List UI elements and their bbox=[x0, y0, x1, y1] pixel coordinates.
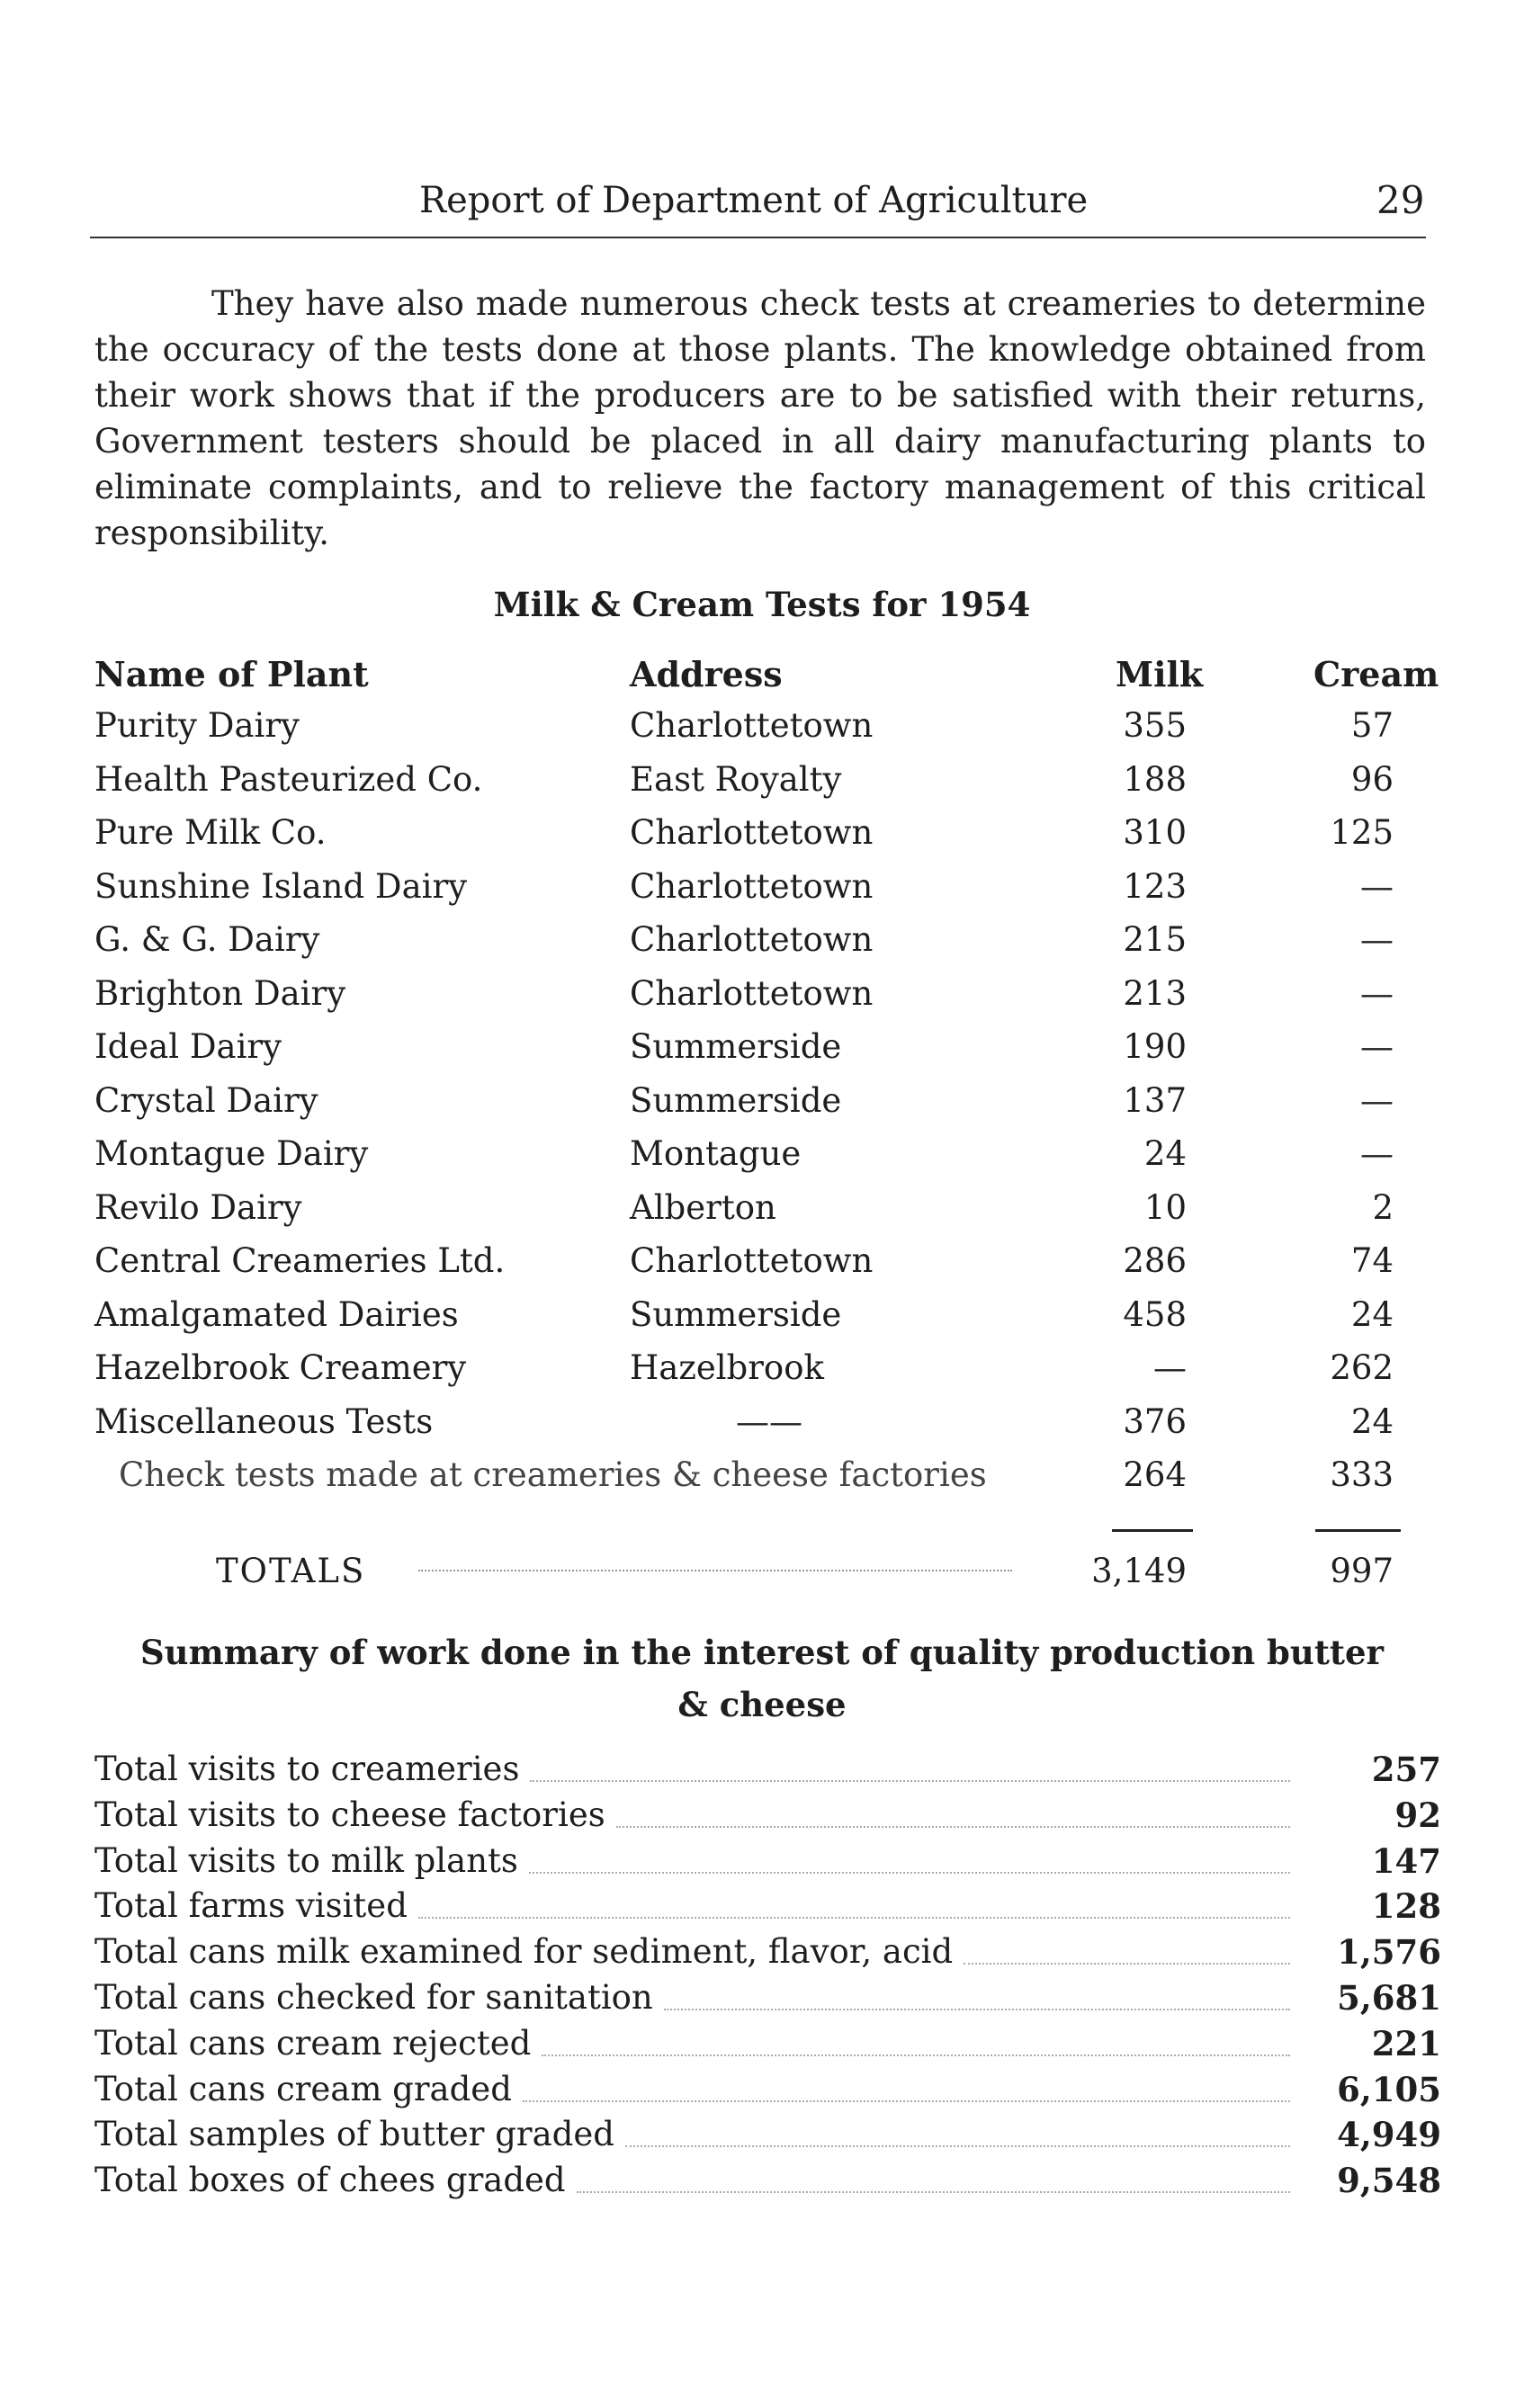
table-row bbox=[0, 1348, 1524, 1402]
plant-name: Ideal Dairy bbox=[94, 1027, 282, 1066]
list-item bbox=[94, 2070, 1441, 2116]
plant-name: Check tests made at creameries & cheese factories bbox=[119, 1455, 987, 1494]
milk-count: 10 bbox=[1143, 1187, 1187, 1227]
plant-name: Health Pasteurized Co. bbox=[94, 759, 483, 799]
plant-name: Revilo Dairy bbox=[94, 1187, 302, 1227]
list-item bbox=[94, 1841, 1441, 1887]
cream-count: 24 bbox=[1350, 1401, 1394, 1441]
milk-count: 264 bbox=[1123, 1455, 1187, 1494]
plant-address: Summerside bbox=[630, 1080, 842, 1120]
summary-item-label: Total visits to milk plants bbox=[94, 1840, 518, 1880]
summary-item-label: Total cans cream graded bbox=[94, 2069, 512, 2108]
leader-dots bbox=[529, 1872, 1290, 1874]
cream-count: 57 bbox=[1350, 706, 1394, 745]
totals-label: TOTALS bbox=[216, 1552, 366, 1590]
cream-count: — bbox=[1360, 1134, 1394, 1173]
tests-table-body bbox=[0, 706, 1524, 1509]
summary-title-line-1: Summary of work done in the interest of quality production butter bbox=[139, 1633, 1385, 1672]
plant-address: Montague bbox=[630, 1134, 802, 1173]
milk-count: 123 bbox=[1123, 866, 1187, 906]
plant-name: Pure Milk Co. bbox=[94, 813, 327, 852]
cream-count: 262 bbox=[1330, 1348, 1394, 1387]
summary-item-value: 5,681 bbox=[1337, 1977, 1441, 2018]
column-header-cream: Cream bbox=[1313, 654, 1439, 694]
summary-item-label: Total boxes of chees graded bbox=[94, 2161, 566, 2200]
plant-address: Alberton bbox=[630, 1187, 776, 1227]
cream-count: 96 bbox=[1350, 759, 1394, 799]
summary-item-label: Total cans cream rejected bbox=[94, 2023, 532, 2063]
leader-dots bbox=[577, 2191, 1290, 2193]
summary-list bbox=[94, 1750, 1441, 2207]
plant-address: Charlottetown bbox=[630, 1241, 874, 1280]
summary-item-value: 9,548 bbox=[1337, 2161, 1441, 2201]
leader-dots bbox=[418, 1917, 1290, 1919]
plant-address: Hazelbrook bbox=[630, 1348, 824, 1387]
cream-count: — bbox=[1360, 866, 1394, 906]
milk-count: 458 bbox=[1123, 1294, 1187, 1334]
cream-count: — bbox=[1360, 920, 1394, 959]
leader-dots bbox=[964, 1963, 1290, 1965]
plant-address: East Royalty bbox=[630, 759, 842, 799]
plant-name: Hazelbrook Creamery bbox=[94, 1348, 467, 1387]
plant-name: Crystal Dairy bbox=[94, 1080, 318, 1120]
table-row bbox=[0, 1134, 1524, 1188]
list-item bbox=[94, 2115, 1441, 2161]
cream-sum-rule bbox=[1315, 1529, 1401, 1532]
summary-item-value: 257 bbox=[1371, 1750, 1441, 1789]
leader-dots bbox=[523, 2100, 1290, 2102]
table-row bbox=[0, 974, 1524, 1028]
plant-address: Charlottetown bbox=[630, 866, 874, 906]
cream-count: 333 bbox=[1330, 1455, 1394, 1494]
plant-name: Amalgamated Dairies bbox=[94, 1294, 459, 1334]
plant-name: Central Creameries Ltd. bbox=[94, 1241, 506, 1280]
leader-dots bbox=[542, 2054, 1290, 2056]
milk-count: 137 bbox=[1123, 1080, 1187, 1120]
summary-item-value: 1,576 bbox=[1337, 1932, 1441, 1973]
milk-count: 286 bbox=[1123, 1241, 1187, 1280]
totals-cream: 997 bbox=[1330, 1552, 1394, 1590]
summary-item-value: 6,105 bbox=[1337, 2069, 1441, 2109]
milk-count: 355 bbox=[1123, 706, 1187, 745]
plant-address: —— bbox=[736, 1401, 802, 1441]
table-row bbox=[0, 867, 1524, 921]
plant-address: Charlottetown bbox=[630, 973, 874, 1013]
plant-name: Montague Dairy bbox=[94, 1134, 369, 1173]
cream-count: — bbox=[1360, 973, 1394, 1013]
milk-count: 376 bbox=[1123, 1401, 1187, 1441]
cream-count: 2 bbox=[1372, 1187, 1394, 1227]
table-row bbox=[0, 813, 1524, 867]
cream-count: 74 bbox=[1350, 1241, 1394, 1280]
summary-item-value: 92 bbox=[1394, 1795, 1441, 1835]
leader-dots bbox=[664, 2009, 1290, 2010]
table-row bbox=[0, 760, 1524, 814]
totals-milk: 3,149 bbox=[1091, 1552, 1187, 1590]
list-item bbox=[94, 1932, 1441, 1978]
list-item bbox=[94, 2024, 1441, 2070]
summary-item-value: 128 bbox=[1371, 1886, 1441, 1927]
table-row bbox=[0, 1027, 1524, 1081]
list-item bbox=[94, 1750, 1441, 1795]
summary-item-label: Total samples of butter graded bbox=[94, 2115, 614, 2154]
cream-count: — bbox=[1360, 1080, 1394, 1120]
plant-name: Brighton Dairy bbox=[94, 973, 346, 1013]
milk-count: 190 bbox=[1123, 1027, 1187, 1066]
milk-count: 24 bbox=[1143, 1134, 1187, 1173]
intro-paragraph: They have also made numerous check tests at creameries to determine the occuracy of the tests done at those plants. The knowledge obtained from their work shows that if the producers are to be satisfied with their returns, Government testers should be placed in all dairy manufacturing plants to eliminate complaints, and to relieve the factory management of this critical responsibility. bbox=[94, 284, 1426, 552]
table-row bbox=[0, 1241, 1524, 1295]
milk-count: 188 bbox=[1123, 759, 1187, 799]
column-header-milk: Milk bbox=[1116, 654, 1204, 694]
summary-item-label: Total farms visited bbox=[94, 1886, 408, 1926]
column-header-name: Name of Plant bbox=[94, 654, 369, 694]
table-row bbox=[0, 1081, 1524, 1135]
plant-name: Miscellaneous Tests bbox=[94, 1401, 434, 1441]
table-row bbox=[0, 1295, 1524, 1349]
running-header-title: Report of Department of Agriculture bbox=[419, 180, 1089, 221]
list-item bbox=[94, 1886, 1441, 1932]
cream-count: — bbox=[1360, 1027, 1394, 1066]
table-row bbox=[0, 920, 1524, 974]
plant-address: Charlottetown bbox=[630, 706, 874, 745]
table-row bbox=[0, 1188, 1524, 1242]
leader-dots bbox=[625, 2145, 1290, 2147]
list-item bbox=[94, 1978, 1441, 2024]
summary-item-value: 221 bbox=[1371, 2023, 1441, 2063]
list-item bbox=[94, 2161, 1441, 2207]
summary-item-label: Total cans checked for sanitation bbox=[94, 1977, 653, 2017]
column-header-address: Address bbox=[630, 654, 783, 694]
milk-count: — bbox=[1153, 1348, 1187, 1387]
table-row bbox=[0, 1402, 1524, 1456]
plant-name: Sunshine Island Dairy bbox=[94, 866, 468, 906]
summary-item-label: Total cans milk examined for sediment, flavor, acid bbox=[94, 1932, 954, 1972]
plant-address: Charlottetown bbox=[630, 920, 874, 959]
page-number: 29 bbox=[1376, 178, 1425, 222]
cream-count: 24 bbox=[1350, 1294, 1394, 1334]
cream-count: 125 bbox=[1330, 813, 1394, 852]
table-row bbox=[0, 706, 1524, 760]
milk-count: 213 bbox=[1123, 973, 1187, 1013]
totals-leader-dots bbox=[418, 1570, 1012, 1571]
plant-address: Charlottetown bbox=[630, 813, 874, 852]
header-rule bbox=[90, 237, 1426, 238]
leader-dots bbox=[530, 1780, 1290, 1782]
milk-count: 310 bbox=[1123, 813, 1187, 852]
milk-count: 215 bbox=[1123, 920, 1187, 959]
plant-name: Purity Dairy bbox=[94, 706, 300, 745]
plant-name: G. & G. Dairy bbox=[94, 920, 320, 959]
summary-item-value: 4,949 bbox=[1337, 2115, 1441, 2155]
table-row bbox=[0, 1455, 1524, 1509]
summary-item-label: Total visits to cheese factories bbox=[94, 1795, 605, 1834]
table-title: Milk & Cream Tests for 1954 bbox=[493, 585, 1031, 624]
plant-address: Summerside bbox=[630, 1027, 842, 1066]
summary-item-value: 147 bbox=[1371, 1840, 1441, 1881]
list-item bbox=[94, 1795, 1441, 1841]
summary-title-line-2: & cheese bbox=[677, 1685, 847, 1724]
leader-dots bbox=[616, 1826, 1290, 1828]
milk-sum-rule bbox=[1112, 1529, 1193, 1532]
summary-item-label: Total visits to creameries bbox=[94, 1750, 520, 1788]
plant-address: Summerside bbox=[630, 1294, 842, 1334]
